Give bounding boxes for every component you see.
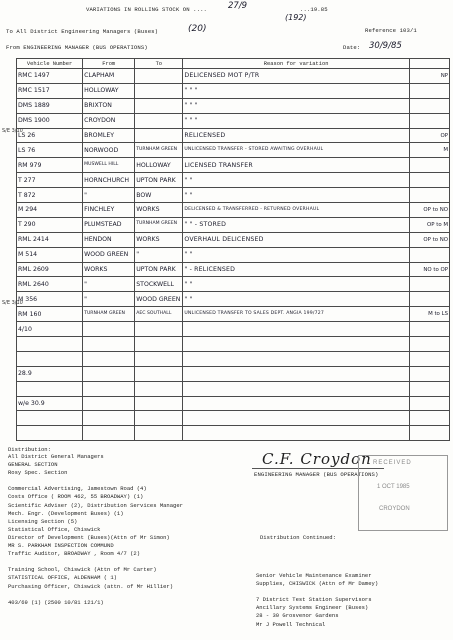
from-cell: TURNHAM GREEN: [83, 307, 135, 322]
report-date-handwritten: 27/9: [228, 1, 248, 11]
to-cell: TURNHAM GREEN: [135, 143, 183, 158]
to-cell: [135, 337, 183, 352]
distribution-item: Commercial Advertising, Jamestown Road (4): [8, 485, 147, 493]
table-row: [17, 322, 450, 337]
reason-cell: " ": [183, 188, 410, 203]
category-cell: OP to NO: [409, 232, 449, 247]
distribution-item: Mech. Engr. (Development Buses) (1): [8, 509, 124, 517]
reason-cell: OVERHAUL DELICENSED: [183, 232, 410, 247]
table-row: [17, 158, 450, 173]
category-cell: [409, 322, 449, 337]
table-row: [17, 143, 450, 158]
distribution-item: Statistical Office, Chiswick: [8, 525, 101, 533]
stamp-line: 1 OCT 1985: [377, 484, 410, 490]
vehicle-number-cell: LS 76: [17, 143, 83, 158]
from-cell: [83, 351, 135, 366]
table-header-row: [17, 59, 450, 69]
table-row: [17, 217, 450, 232]
distribution-item: MR S. PARKHAM INSPECTION COMMUND: [8, 542, 114, 550]
category-cell: [409, 337, 449, 352]
reason-cell: [183, 322, 410, 337]
reason-cell: [183, 426, 410, 441]
category-cell: [409, 351, 449, 366]
reason-cell: " - RELICENSED: [183, 262, 410, 277]
to-cell: [135, 366, 183, 381]
from-cell: [83, 426, 135, 441]
date-label: Date:: [343, 44, 361, 51]
vehicle-number-cell: T 872: [17, 188, 83, 203]
reason-cell: [183, 411, 410, 426]
from-cell: [83, 322, 135, 337]
reason-cell: " ": [183, 173, 410, 188]
distribution-item: Training School, Chiswick (Attn of Mr Carter): [8, 566, 157, 574]
to-cell: [135, 322, 183, 337]
from-cell: [83, 337, 135, 352]
table-row: [17, 128, 450, 143]
from-cell: HORNCHURCH: [83, 173, 135, 188]
distribution-item: Traffic Auditor, BROADWAY , Room 4/7 (2): [8, 550, 141, 558]
column-header-category: [409, 59, 449, 69]
column-header-reason: Reason for variation: [183, 59, 410, 69]
reason-cell: " " - STORED: [183, 217, 410, 232]
distribution-item: Mr J Powell Technical: [256, 620, 326, 628]
vehicle-number-cell: RM 160: [17, 307, 83, 322]
vehicle-number-cell: LS 26: [17, 128, 83, 143]
to-cell: [135, 396, 183, 411]
table-row: [17, 232, 450, 247]
table-row: [17, 173, 450, 188]
category-cell: [409, 98, 449, 113]
distribution-item: Rosy Spec. Section: [8, 469, 68, 477]
category-cell: [409, 113, 449, 128]
table-row: [17, 113, 450, 128]
reason-cell: DELICENSED & TRANSFERRED - RETURNED OVERHAUL: [183, 203, 410, 218]
to-cell: [135, 69, 183, 84]
margin-note: S/E 3/10: [2, 128, 23, 134]
from-cell: CLAPHAM: [83, 69, 135, 84]
distribution-left: [8, 446, 183, 607]
distribution-item: 7 District Test Station Supervisors: [256, 596, 372, 604]
distribution-item: Costs Office ( ROOM 462, 55 BROADWAY) (1): [8, 493, 144, 501]
vehicle-number-cell: [17, 411, 83, 426]
vehicle-number-cell: RML 2414: [17, 232, 83, 247]
table-row: [17, 366, 450, 381]
vehicle-number-cell: T 290: [17, 217, 83, 232]
category-cell: [409, 247, 449, 262]
table-row: [17, 396, 450, 411]
from-cell: ": [83, 292, 135, 307]
reason-cell: " " ": [183, 83, 410, 98]
reference-number: Reference 103/1: [365, 27, 417, 34]
to-cell: UPTON PARK: [135, 262, 183, 277]
distribution-continued: [260, 534, 336, 541]
category-cell: [409, 158, 449, 173]
vehicle-number-cell: RM 979: [17, 158, 83, 173]
to-cell: [135, 83, 183, 98]
table-row: [17, 247, 450, 262]
distribution-item: Supplies, CHISWICK (Attn of Mr Damey): [256, 580, 379, 588]
to-count: (20): [188, 24, 207, 34]
distribution-item: [8, 591, 183, 599]
to-cell: [135, 98, 183, 113]
vehicle-number-cell: T 277: [17, 173, 83, 188]
vehicle-number-cell: RMC 1517: [17, 83, 83, 98]
category-cell: [409, 173, 449, 188]
to-cell: WOOD GREEN: [135, 292, 183, 307]
table-row: [17, 83, 450, 98]
distribution-item: Purchasing Officer, Chiswick (attn. of Mr Hillier): [8, 582, 174, 590]
to-cell: STOCKWELL: [135, 277, 183, 292]
from-cell: [83, 411, 135, 426]
from-line: From ENGINEERING MANAGER (BUS OPERATIONS): [6, 44, 148, 51]
category-cell: [409, 188, 449, 203]
to-cell: TURNHAM GREEN: [135, 217, 183, 232]
category-cell: M: [409, 143, 449, 158]
vehicle-number-cell: DMS 1900: [17, 113, 83, 128]
column-header-from: From: [83, 59, 135, 69]
date-value: 30/9/85: [369, 41, 402, 51]
table-row: [17, 262, 450, 277]
vehicle-number-cell: DMS 1889: [17, 98, 83, 113]
distribution-continued-heading: Distribution Continued:: [260, 534, 336, 541]
distribution-item: GENERAL SECTION: [8, 461, 58, 469]
from-cell: BRIXTON: [83, 98, 135, 113]
distribution-item: STATISTICAL OFFICE, ALDENHAM ( 1): [8, 574, 117, 582]
vehicle-number-cell: M 356: [17, 292, 83, 307]
vehicle-number-cell: RML 2640: [17, 277, 83, 292]
table-row: [17, 426, 450, 441]
to-cell: [135, 113, 183, 128]
vehicle-number-cell: [17, 337, 83, 352]
reason-cell: " ": [183, 247, 410, 262]
to-cell: ": [135, 247, 183, 262]
vehicle-number-cell: 4/10: [17, 322, 83, 337]
category-cell: [409, 381, 449, 396]
distribution-item: Director of Development (Buses)(Attn of Mr Simon): [8, 533, 170, 541]
from-cell: PLUMSTEAD: [83, 217, 135, 232]
to-cell: WORKS: [135, 203, 183, 218]
distribution-item: [8, 558, 183, 566]
to-cell: UPTON PARK: [135, 173, 183, 188]
distribution-heading: Distribution:: [8, 446, 51, 453]
distribution-item: [8, 477, 183, 485]
reason-cell: " ": [183, 277, 410, 292]
category-cell: [409, 426, 449, 441]
reason-cell: " " ": [183, 113, 410, 128]
category-cell: [409, 292, 449, 307]
to-cell: [135, 351, 183, 366]
from-cell: WOOD GREEN: [83, 247, 135, 262]
from-cell: ": [83, 277, 135, 292]
vehicle-number-cell: [17, 426, 83, 441]
to-cell: [135, 128, 183, 143]
distribution-item: Licensing Section (5): [8, 517, 78, 525]
category-cell: OP to M: [409, 217, 449, 232]
stamp-line: RECEIVED: [373, 460, 412, 466]
to-cell: [135, 426, 183, 441]
distribution-item: All District General Managers: [8, 453, 104, 460]
received-stamp: [358, 455, 448, 531]
column-header-to: To: [135, 59, 183, 69]
to-line: To All District Engineering Managers (Buses): [6, 28, 159, 35]
category-cell: [409, 277, 449, 292]
reason-cell: UNLICENSED TRANSFER TO SALES DEPT. ANGIA 199/727: [183, 307, 410, 322]
vehicle-number-cell: [17, 351, 83, 366]
to-cell: [135, 381, 183, 396]
table-body: [17, 69, 450, 441]
reason-cell: LICENSED TRANSFER: [183, 158, 410, 173]
category-cell: NP: [409, 69, 449, 84]
from-cell: FINCHLEY: [83, 203, 135, 218]
table-row: [17, 411, 450, 426]
from-cell: ": [83, 188, 135, 203]
reason-cell: [183, 396, 410, 411]
to-cell: [135, 411, 183, 426]
distribution-item: Ancillary Systems Engineer (Buses): [256, 604, 369, 612]
distribution-item: [256, 588, 378, 596]
from-cell: [83, 381, 135, 396]
distribution-item: 28 - 30 Grosvenor Gardens: [256, 612, 339, 620]
reason-cell: [183, 337, 410, 352]
reason-cell: " ": [183, 292, 410, 307]
from-cell: WORKS: [83, 262, 135, 277]
reason-cell: [183, 351, 410, 366]
to-cell: AEC SOUTHALL: [135, 307, 183, 322]
from-cell: MUSWELL HILL: [83, 158, 135, 173]
table-row: [17, 351, 450, 366]
vehicle-number-cell: w/e 30.9: [17, 396, 83, 411]
from-cell: NORWOOD: [83, 143, 135, 158]
table-row: [17, 69, 450, 84]
vehicle-number-cell: 28.9: [17, 366, 83, 381]
reason-cell: [183, 381, 410, 396]
table-row: [17, 203, 450, 218]
report-code: (192): [285, 13, 307, 22]
to-cell: HOLLOWAY: [135, 158, 183, 173]
table-row: [17, 307, 450, 322]
margin-note: S/E 3/10: [2, 300, 23, 306]
from-cell: [83, 366, 135, 381]
report-year: ...19.85: [300, 6, 328, 13]
signature-caption: ENGINEERING MANAGER (BUS OPERATIONS): [254, 471, 379, 478]
distribution-right: [256, 572, 378, 629]
from-cell: CROYDON: [83, 113, 135, 128]
rolling-stock-table: [16, 58, 450, 441]
vehicle-number-cell: RML 2609: [17, 262, 83, 277]
category-cell: [409, 396, 449, 411]
distribution-item: 403/69 (1) (2500 10/81 121/1): [8, 598, 104, 606]
category-cell: OP: [409, 128, 449, 143]
reason-cell: DELICENSED MOT P/TR: [183, 69, 410, 84]
from-cell: [83, 396, 135, 411]
table-row: [17, 337, 450, 352]
table-row: [17, 292, 450, 307]
vehicle-number-cell: [17, 381, 83, 396]
reason-cell: " " ": [183, 98, 410, 113]
category-cell: NO to OP: [409, 262, 449, 277]
to-cell: WORKS: [135, 232, 183, 247]
stamp-line: CROYDON: [379, 506, 410, 512]
column-header-vehicle: Vehicle Number: [17, 59, 83, 69]
category-cell: [409, 83, 449, 98]
table-row: [17, 277, 450, 292]
category-cell: M to LS: [409, 307, 449, 322]
table-row: [17, 188, 450, 203]
category-cell: OP to NO: [409, 203, 449, 218]
vehicle-number-cell: M 514: [17, 247, 83, 262]
distribution-item: Senior Vehicle Maintenance Examiner: [256, 572, 372, 579]
signature: C.F. Croydon: [262, 450, 372, 468]
distribution-item: Scientific Adviser (2), Distribution Services Manager: [8, 501, 183, 509]
from-cell: HOLLOWAY: [83, 83, 135, 98]
to-cell: BOW: [135, 188, 183, 203]
reason-cell: RELICENSED: [183, 128, 410, 143]
from-cell: HENDON: [83, 232, 135, 247]
category-cell: [409, 366, 449, 381]
vehicle-number-cell: RMC 1497: [17, 69, 83, 84]
vehicle-number-cell: M 294: [17, 203, 83, 218]
reason-cell: [183, 366, 410, 381]
from-cell: BROMLEY: [83, 128, 135, 143]
table-row: [17, 381, 450, 396]
form-title: VARIATIONS IN ROLLING STOCK ON ....: [86, 6, 207, 13]
reason-cell: UNLICENSED TRANSFER - STORED AWAITING OVERHAUL: [183, 143, 410, 158]
table-row: [17, 98, 450, 113]
category-cell: [409, 411, 449, 426]
